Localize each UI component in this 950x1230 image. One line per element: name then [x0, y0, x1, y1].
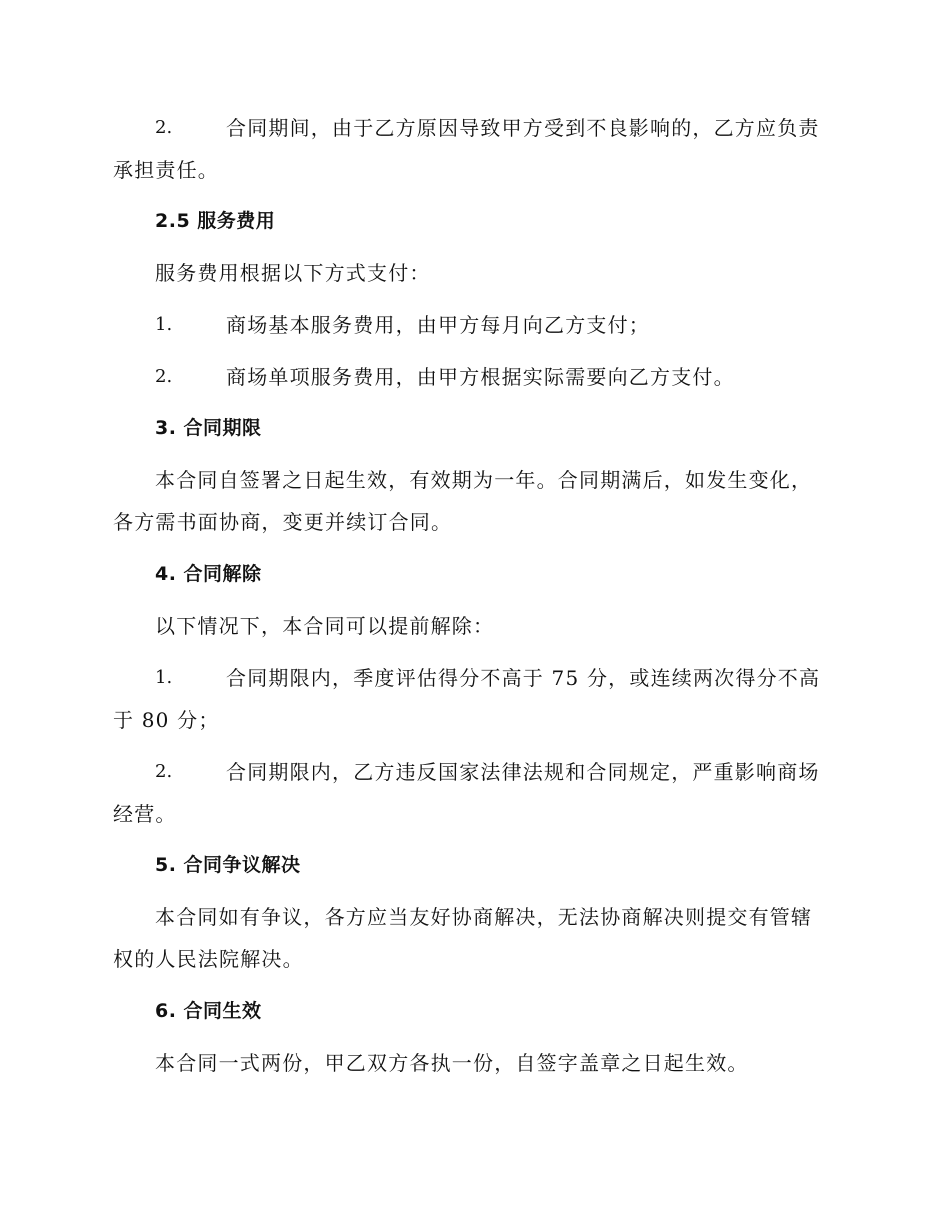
list-item-text: 商场单项服务费用，由甲方根据实际需要向乙方支付。 [226, 365, 735, 389]
paragraph-text: 各方需书面协商，变更并续订合同。 [113, 510, 453, 534]
list-item-continuation: 承担责任。 [113, 158, 219, 182]
section-heading-termination: 4. 合同解除 [155, 563, 262, 585]
section-heading-contract-term: 3. 合同期限 [155, 417, 262, 439]
list-number: 2. [155, 117, 173, 138]
section-heading-service-fee: 2.5 服务费用 [155, 210, 276, 232]
list-item-continuation: 经营。 [113, 802, 177, 826]
list-number: 1. [155, 314, 173, 335]
list-number: 1. [155, 667, 173, 688]
paragraph-text: 权的人民法院解决。 [113, 947, 304, 971]
section-heading-dispute: 5. 合同争议解决 [155, 854, 301, 876]
paragraph-text: 服务费用根据以下方式支付： [155, 261, 431, 285]
list-item-continuation: 于 80 分； [113, 708, 220, 732]
list-number: 2. [155, 761, 173, 782]
paragraph-text: 本合同如有争议，各方应当友好协商解决，无法协商解决则提交有管辖 [155, 905, 813, 929]
paragraph-text: 以下情况下，本合同可以提前解除： [155, 614, 495, 638]
list-item-text: 合同期间，由于乙方原因导致甲方受到不良影响的，乙方应负责 [226, 116, 820, 140]
list-item-text: 合同期限内，季度评估得分不高于 75 分，或连续两次得分不高 [226, 666, 821, 690]
list-item-text: 商场基本服务费用，由甲方每月向乙方支付； [226, 313, 650, 337]
list-number: 2. [155, 366, 173, 387]
section-heading-effective: 6. 合同生效 [155, 1000, 262, 1022]
paragraph-text: 本合同自签署之日起生效，有效期为一年。合同期满后，如发生变化， [155, 468, 813, 492]
list-item-text: 合同期限内，乙方违反国家法律法规和合同规定，严重影响商场 [226, 760, 820, 784]
paragraph-text: 本合同一式两份，甲乙双方各执一份，自签字盖章之日起生效。 [155, 1051, 749, 1075]
